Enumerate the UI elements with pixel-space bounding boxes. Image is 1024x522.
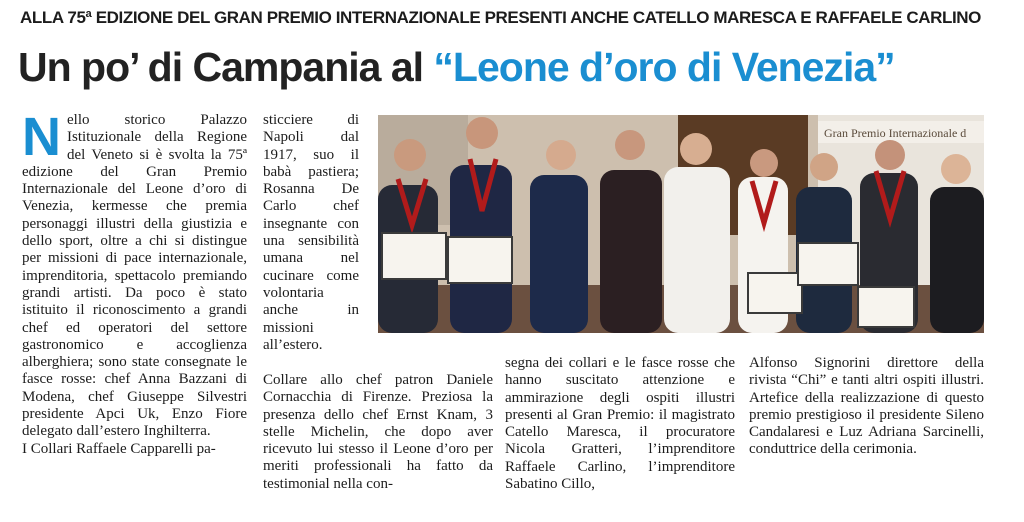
column-4-text: Alfonso Signorini direttore della rivista “Chi” e tanti altri ospiti illustri. Artefice della realizzazione di questo premio prestigioso il presidente Sileno Candalaresi e Luz Adriana Sarcinelli, conduttrice della cerimonia. bbox=[749, 355, 984, 458]
headline-part1: Un po’ di Campania al bbox=[18, 44, 434, 90]
column-2-top bbox=[263, 112, 359, 354]
column-3-text: segna dei collari e le fasce rosse che hanno suscitato attenzione e ammirazione degli ospiti illustri presenti al Gran Premio: il magistrato Catello Maresca, il procuratore Nicola Gratteri, l’imprenditore Raffaele Carlino, l’imprenditore Sabatino Cillo, bbox=[505, 355, 735, 493]
drop-cap: N bbox=[22, 107, 61, 167]
award-ceremony-photo bbox=[378, 115, 984, 333]
headline-part2: “Leone d’oro di Venezia” bbox=[433, 44, 895, 90]
column-3 bbox=[505, 355, 735, 493]
column-2-top-text: sticciere di Napoli dal 1917, suo il babà pastiera; Rosanna De Carlo chef insegnante con una sensibilità umana nel cucinare come volontaria anche in missioni all’estero. bbox=[263, 112, 359, 353]
column-1 bbox=[22, 107, 247, 458]
column-1-paragraph-2: I Collari Raffaele Capparelli pa- bbox=[22, 440, 216, 457]
headline bbox=[18, 38, 1013, 96]
column-1-paragraph-1: ello storico Palazzo Istituzionale della Regione del Veneto si è svolta la 75ª edizione del Gran Premio Internazionale del Leone d’oro di Venezia, kermesse che premia personaggi illustri della giustizia e dello sport, oltre a chi si distingue per missioni di pace internazionale, imprenditoria, spettacolo premiando grandi artisti. Da poco è stato istituito il riconoscimento a grandi chef ed operatori del settore gastronomico e accoglienza alberghiera; sono state consegnate le fasce rosse: chef Anna Bazzani di Modena, chef Giuseppe Silvestri presidente Apci Uk, Enzo Fiore delegato dall’estero Inghilterra. bbox=[22, 112, 247, 440]
photo-illustration bbox=[378, 115, 984, 333]
banner-text: Gran Premio Internazionale d bbox=[824, 126, 967, 140]
column-2-bottom bbox=[263, 372, 493, 493]
column-2-bottom-text: Collare allo chef patron Daniele Cornacchia di Firenze. Preziosa la presenza dello chef Ernst Knam, 3 stelle Michelin, che dopo aver ricevuto lui stesso il Leone d’oro per meriti professionali ha fatto da testimonial nella con- bbox=[263, 372, 493, 492]
kicker: ALLA 75ª EDIZIONE DEL GRAN PREMIO INTERNAZIONALE PRESENTI ANCHE CATELLO MARESCA E RAFFAELE CARLINO bbox=[20, 8, 982, 27]
column-4 bbox=[749, 355, 984, 459]
